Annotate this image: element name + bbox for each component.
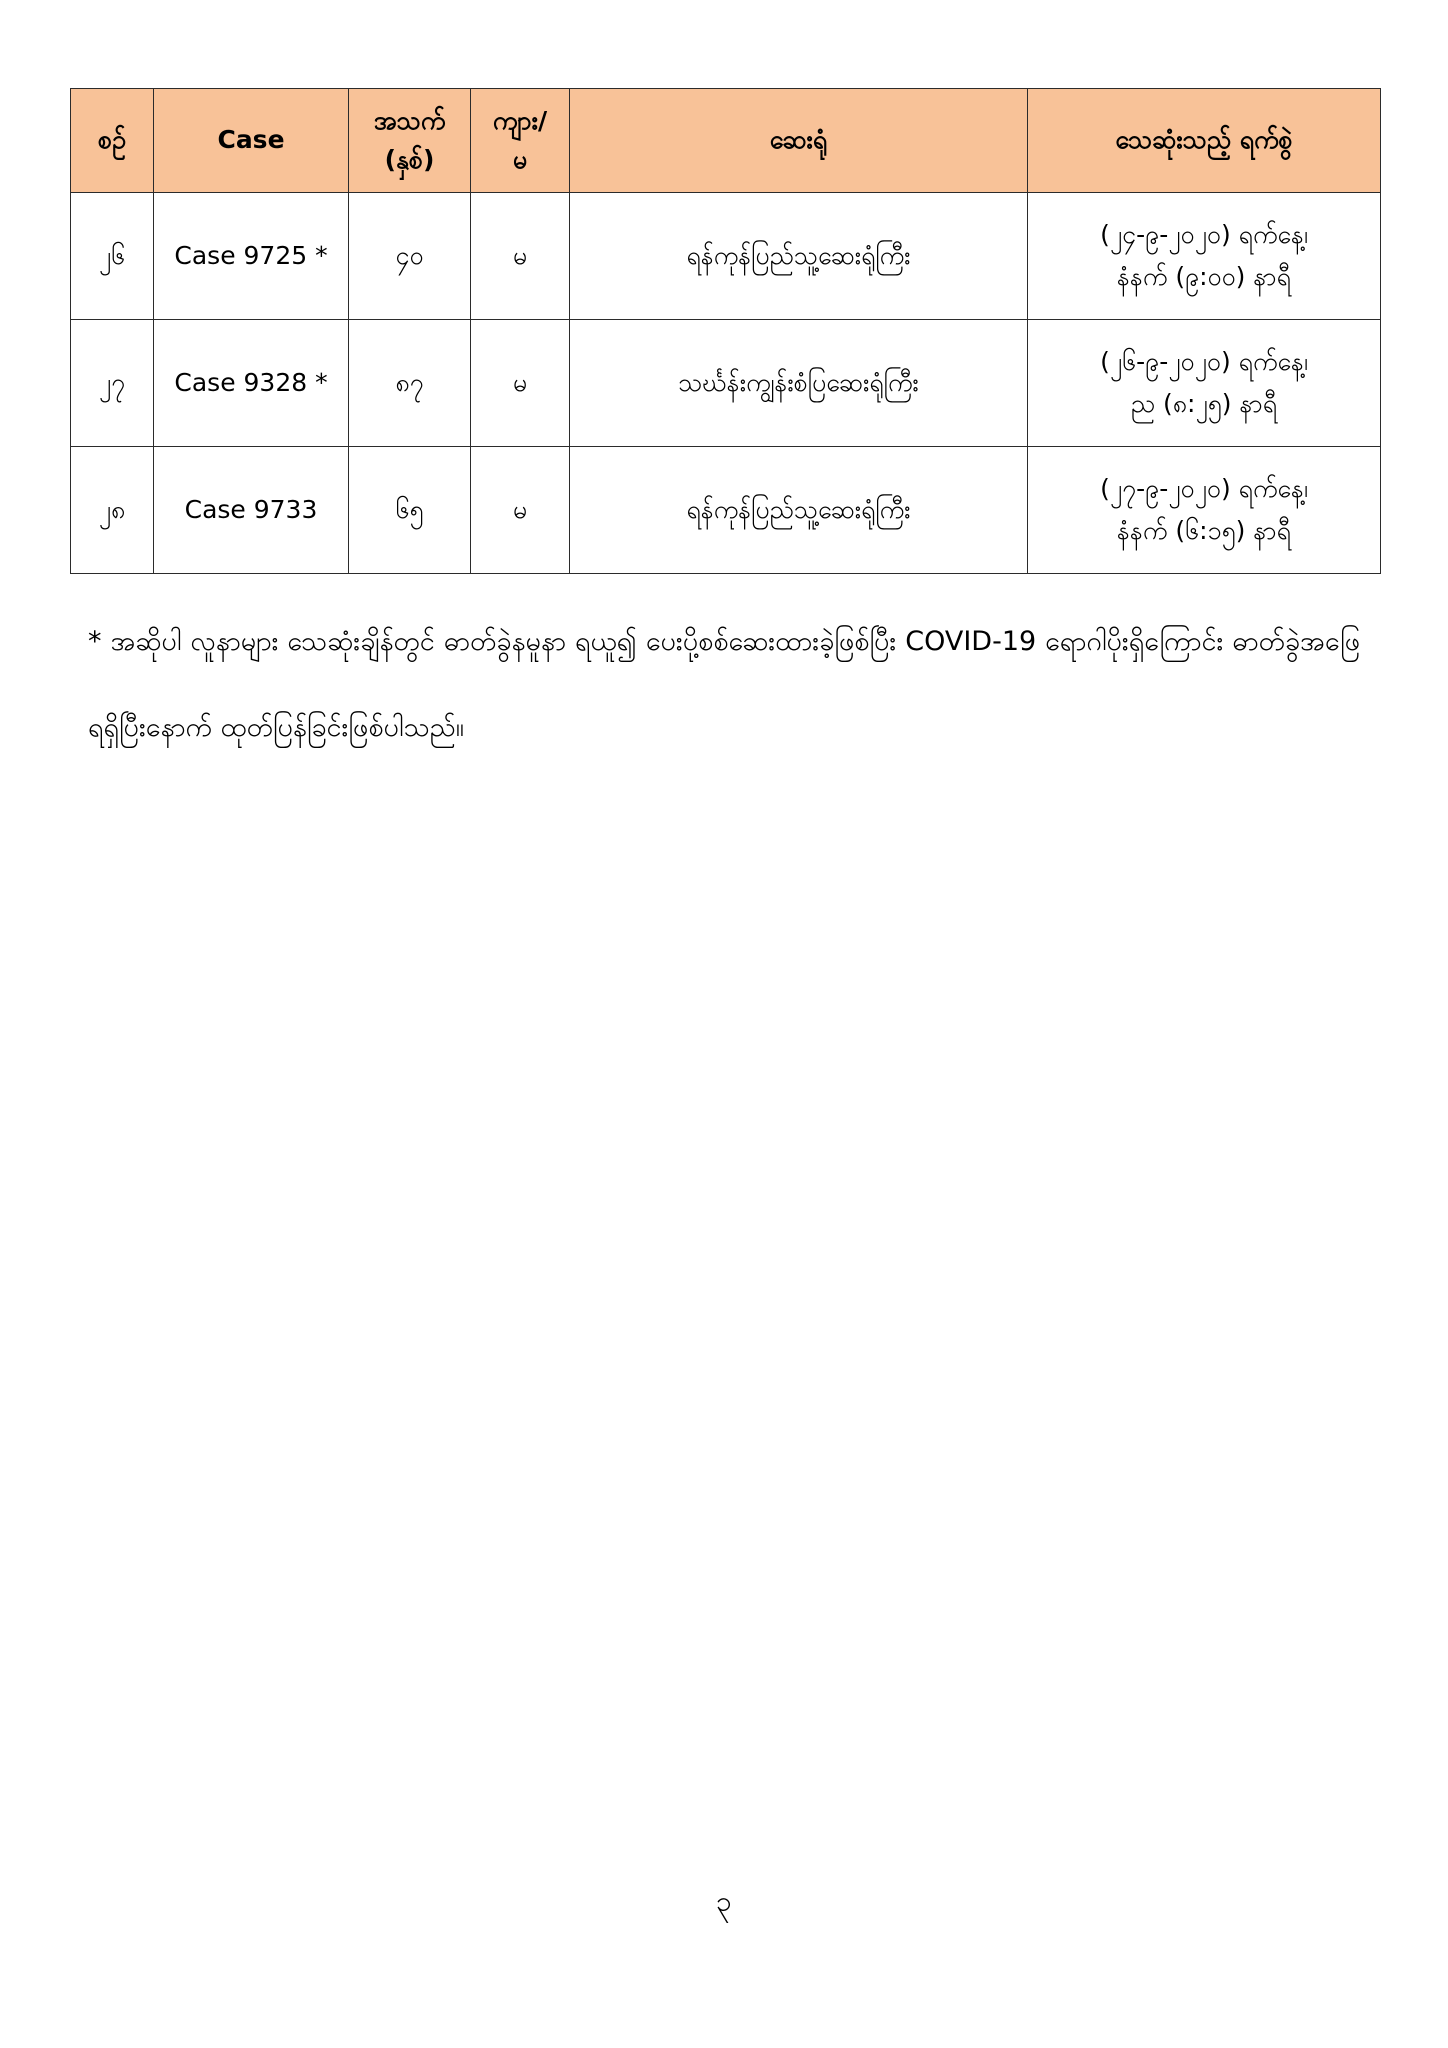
- cell-age: ၄၀: [349, 193, 471, 320]
- header-age-line1: အသက်: [373, 105, 446, 135]
- cell-no: ၂၈: [71, 447, 154, 574]
- cell-date: (၂၆-၉-၂၀၂၀) ရက်နေ့၊: [1100, 346, 1308, 376]
- cell-age: ၆၅: [349, 447, 471, 574]
- header-death-datetime: သေဆုံးသည့် ရက်စွဲ: [1028, 89, 1381, 193]
- footnote: * အဆိုပါ လူနာများ သေဆုံးချိန်တွင် ဓာတ်ခွဲနမူနာ ရယူ၍ ပေးပို့စစ်ဆေးထားခဲ့ဖြစ်ပြီး COVID-19 ရောဂါပိုးရှိကြောင်း ဓာတ်ခွဲအဖြေရရှိပြီးနောက် ထုတ်ပြန်ခြင်းဖြစ်ပါသည်။: [88, 626, 1360, 743]
- header-no: စဉ်: [71, 89, 154, 193]
- header-age: [349, 89, 471, 193]
- header-sex-line1: ကျား/: [492, 105, 548, 135]
- cell-case: Case 9725 *: [154, 193, 349, 320]
- table-header-row: [71, 89, 1381, 193]
- cell-sex: မ: [471, 447, 570, 574]
- cell-case: Case 9328 *: [154, 320, 349, 447]
- header-sex-line2: မ: [512, 144, 528, 174]
- cell-hospital: သင်္ဃန်းကျွန်းစံပြဆေးရုံကြီး: [570, 320, 1028, 447]
- cell-death-datetime: [1028, 193, 1381, 320]
- cell-no: ၂၆: [71, 193, 154, 320]
- header-case: Case: [154, 89, 349, 193]
- header-hospital: ဆေးရုံ: [570, 89, 1028, 193]
- cell-age: ၈၇: [349, 320, 471, 447]
- cell-time: ည (၈:၂၅) နာရီ: [1130, 389, 1278, 418]
- cell-date: (၂၇-၉-၂၀၂၀) ရက်နေ့၊: [1100, 473, 1308, 503]
- cell-sex: မ: [471, 193, 570, 320]
- cell-time: နံနက် (၉:၀၀) နာရီ: [1117, 262, 1291, 291]
- cell-time: နံနက် (၆:၁၅) နာရီ: [1117, 516, 1291, 545]
- header-age-line2: (နှစ်): [384, 144, 435, 174]
- cell-sex: မ: [471, 320, 570, 447]
- cell-hospital: ရန်ကုန်ပြည်သူ့ဆေးရုံကြီး: [570, 447, 1028, 574]
- table-row: [71, 447, 1381, 574]
- page-number: ၃: [716, 1885, 732, 1918]
- table-row: [71, 193, 1381, 320]
- cell-hospital: ရန်ကုန်ပြည်သူ့ဆေးရုံကြီး: [570, 193, 1028, 320]
- death-cases-table: [70, 88, 1381, 574]
- cell-case: Case 9733: [154, 447, 349, 574]
- cell-death-datetime: [1028, 447, 1381, 574]
- cell-date: (၂၄-၉-၂၀၂၀) ရက်နေ့၊: [1100, 219, 1308, 249]
- table-row: [71, 320, 1381, 447]
- cell-death-datetime: [1028, 320, 1381, 447]
- header-sex: [471, 89, 570, 193]
- cell-no: ၂၇: [71, 320, 154, 447]
